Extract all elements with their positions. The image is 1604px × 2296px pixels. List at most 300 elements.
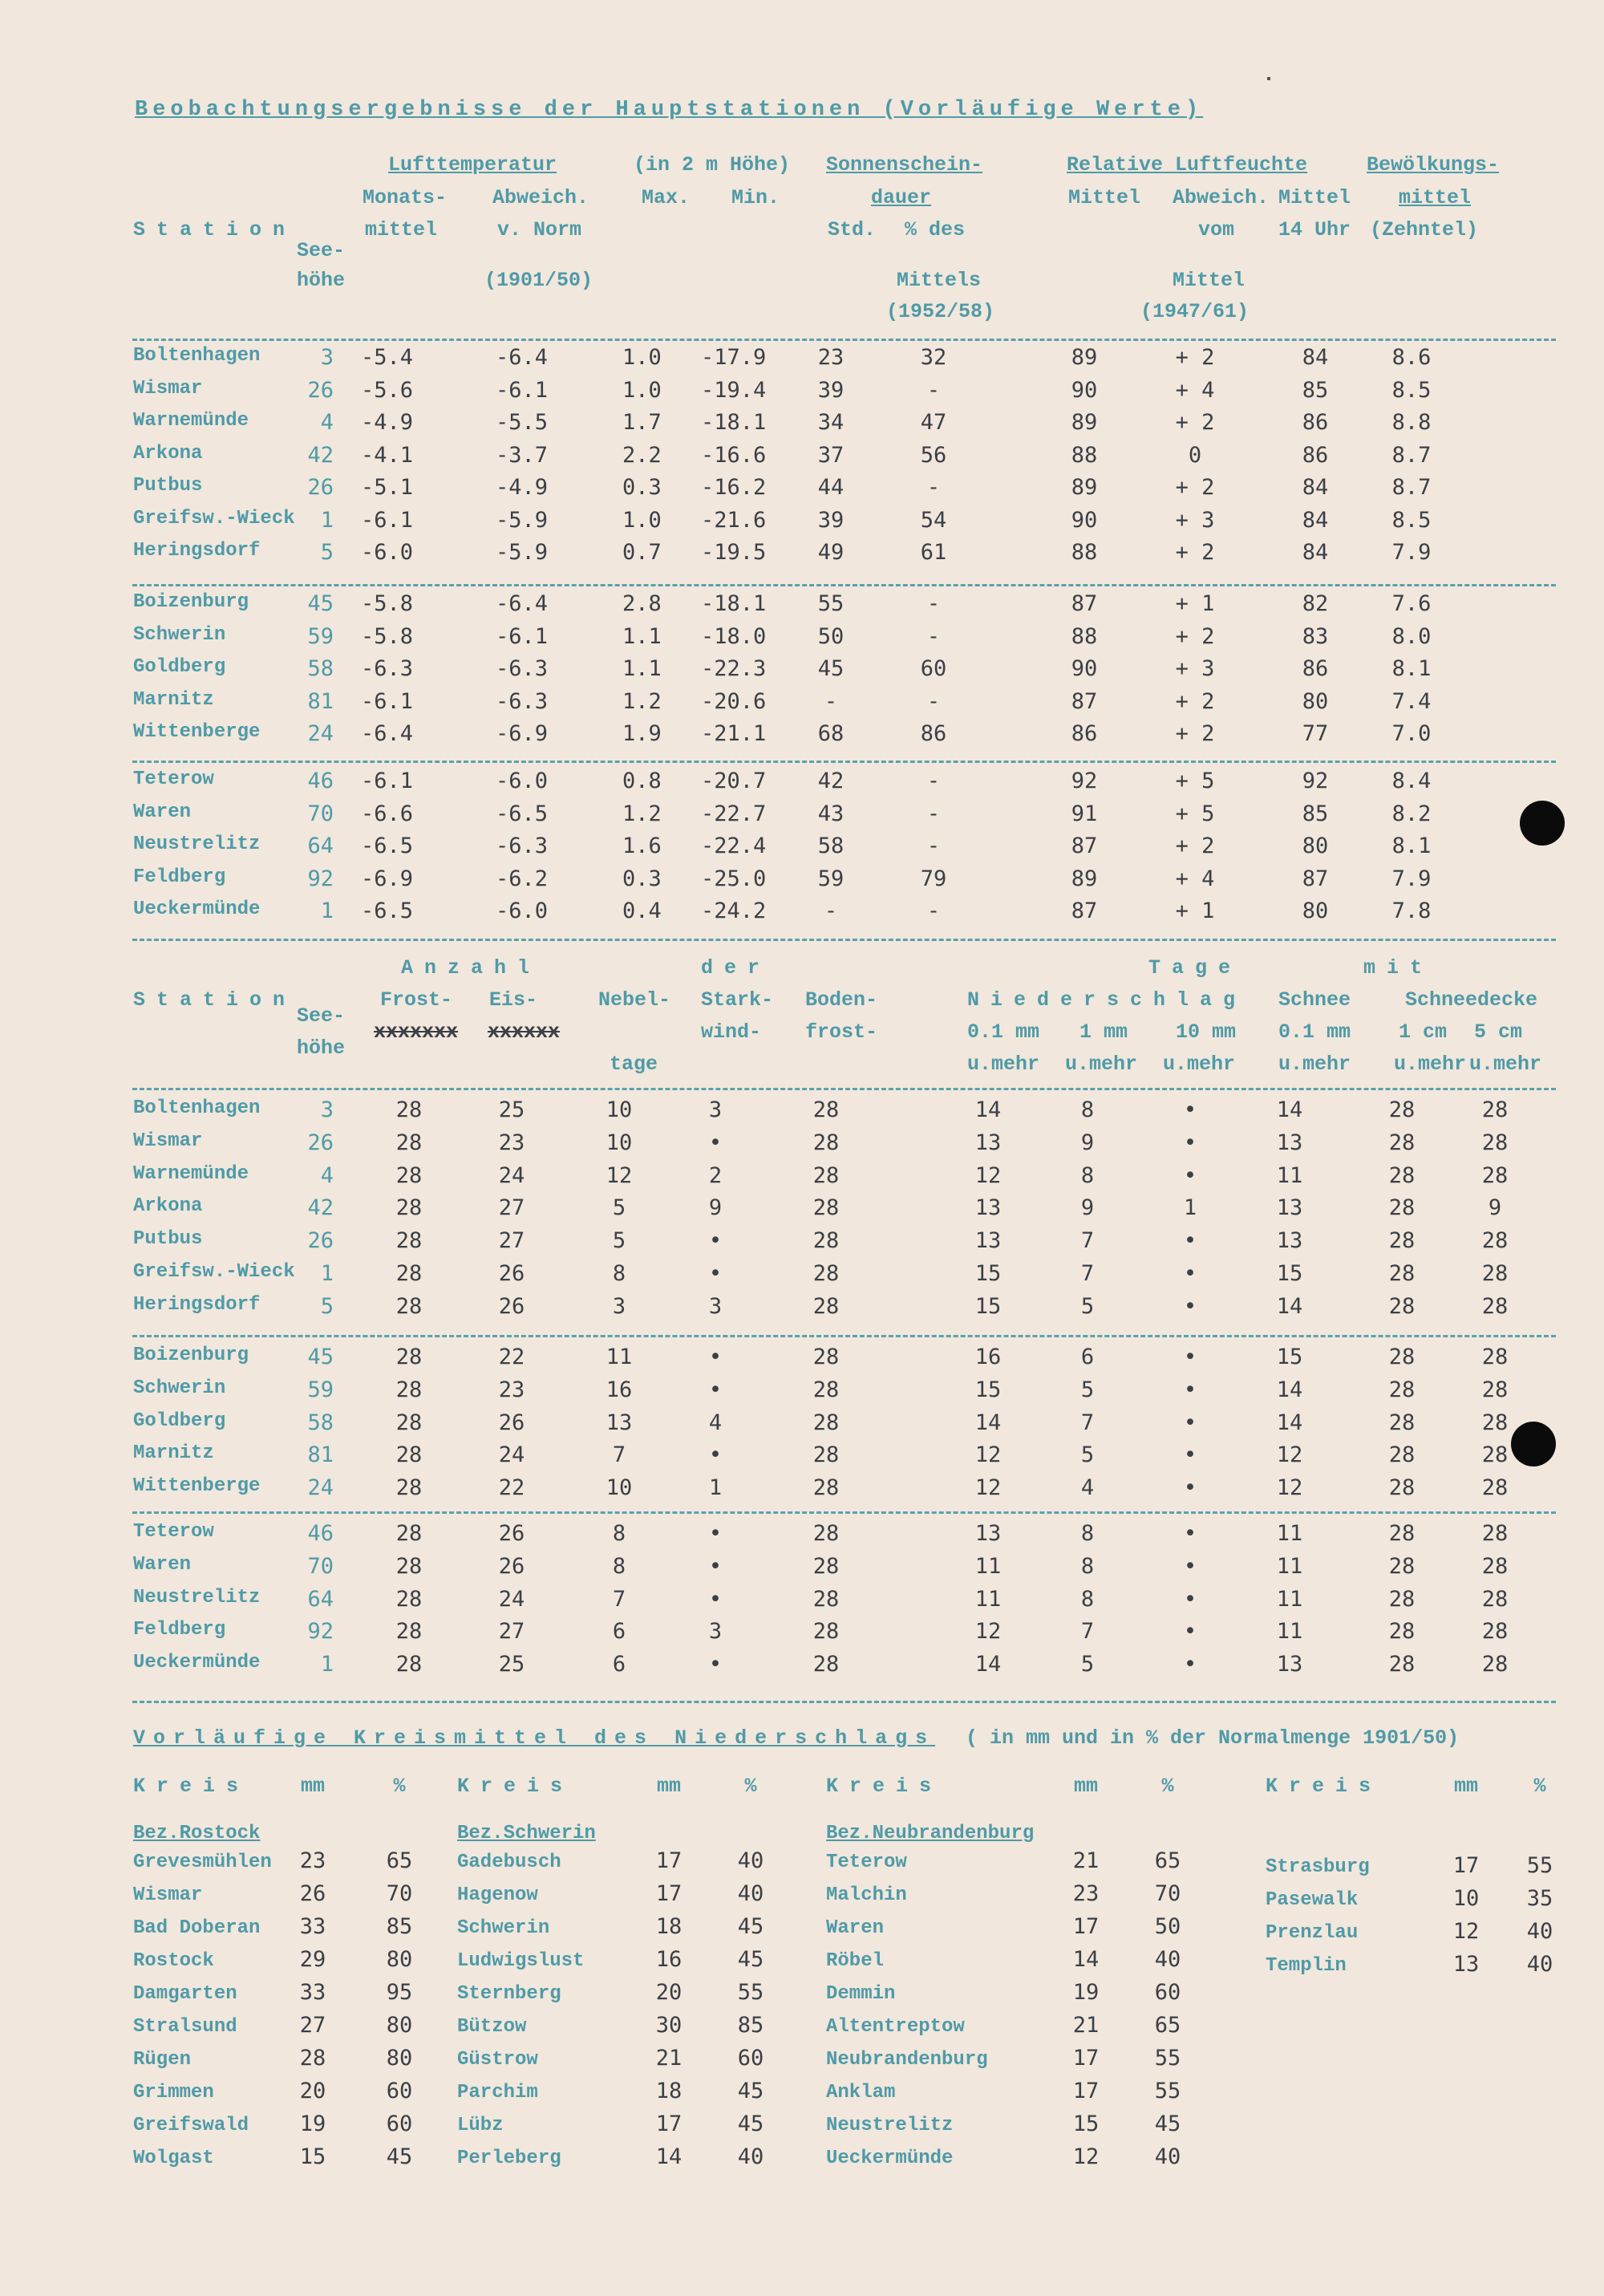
eistage: 25 (498, 1097, 525, 1122)
kreis-mm: 13 (1452, 1952, 1480, 1977)
schneedecke-5cm: 28 (1481, 1261, 1509, 1286)
temp-min: -16.2 (701, 475, 767, 500)
kreis-mm: 18 (655, 1914, 683, 1939)
eistage: 26 (498, 1410, 525, 1435)
frosttage: 28 (395, 1228, 423, 1254)
kreis-name: Hagenow (457, 1884, 538, 1906)
abweich-norm: -6.0 (496, 899, 549, 923)
temp-min: -22.3 (701, 656, 767, 681)
temp-max: 1.2 (622, 801, 662, 826)
frosttage: 28 (395, 1097, 423, 1122)
n-1mm: 7 (1080, 1410, 1095, 1435)
divider (132, 584, 1556, 586)
t2-nebel2-header: tage (610, 1053, 658, 1076)
kreis-mm: 29 (299, 1947, 326, 1972)
rf-abweich: + 5 (1175, 769, 1215, 793)
bodenfrosttage: 28 (812, 1097, 840, 1122)
seehoehe: 42 (307, 442, 334, 468)
t2-frost-struck: xxxxxxx (374, 1020, 459, 1044)
t3-title: Vorläufige Kreismittel des Niederschlags (133, 1726, 936, 1750)
sonne-std: 42 (817, 769, 845, 793)
temp-max: 0.7 (622, 540, 662, 565)
eistage: 25 (498, 1652, 525, 1677)
temp-min: -16.6 (701, 442, 767, 468)
temp-min: -17.9 (701, 345, 767, 370)
frosttage: 28 (395, 1195, 423, 1221)
schnee-01mm: 13 (1276, 1130, 1303, 1155)
sonne-pct: 60 (920, 656, 947, 681)
starkwindtage: • (708, 1586, 723, 1612)
kreis-pct: 85 (737, 2013, 764, 2038)
t2-umehr-5: u.mehr (1394, 1053, 1467, 1076)
sonne-std: 59 (817, 866, 845, 891)
station-name: Boizenburg (133, 591, 249, 613)
schneedecke-5cm: 28 (1481, 1345, 1509, 1369)
kreis-name: Güstrow (457, 2049, 538, 2071)
monatsmittel: -5.4 (361, 345, 414, 370)
kreis-mm: 10 (1452, 1886, 1480, 1911)
schneedecke-5cm: 28 (1481, 1228, 1509, 1254)
kreis-name: Grimmen (133, 2082, 214, 2103)
kreis-pct: 40 (1154, 1947, 1181, 1972)
n-10mm: • (1183, 1261, 1197, 1286)
t1-relf-header: Relative Luftfeuchte (1067, 153, 1308, 176)
temp-max: 1.9 (622, 721, 662, 746)
n-01mm: 12 (974, 1442, 1002, 1468)
sonne-std: 44 (817, 475, 845, 500)
abweich-norm: -6.5 (496, 801, 549, 826)
kreis-mm: 27 (299, 2013, 326, 2038)
kreis-name: Rügen (133, 2049, 192, 2071)
t2-umehr-1: u.mehr (967, 1053, 1040, 1076)
kreis-mm: 12 (1072, 2144, 1100, 2169)
n-01mm: 13 (974, 1195, 1002, 1221)
bewoelkung: 8.4 (1391, 769, 1432, 793)
kreis-pct: 55 (1154, 2079, 1181, 2103)
t1-rf-mittel-header: Mittel (1068, 186, 1141, 209)
kreis-mm: 26 (299, 1881, 326, 1906)
nebeltage: 11 (606, 1345, 633, 1369)
rf-mittel: 89 (1071, 866, 1098, 891)
rf-14uhr: 84 (1302, 540, 1329, 565)
seehoehe: 3 (320, 1097, 334, 1122)
kreis-pct: 40 (737, 2144, 764, 2169)
kreis-name: Pasewalk (1266, 1889, 1359, 1911)
t2-boden-header: Boden- (805, 988, 878, 1012)
n-1mm: 5 (1080, 1293, 1095, 1319)
t1-sonne-period: (1952/58) (886, 300, 995, 323)
station-name: Boizenburg (133, 1345, 249, 1366)
rf-mittel: 92 (1071, 769, 1098, 793)
sonne-pct: - (926, 801, 941, 826)
schneedecke-5cm: 28 (1481, 1619, 1509, 1645)
rf-mittel: 88 (1071, 442, 1098, 468)
bewoelkung: 8.1 (1391, 834, 1432, 858)
kreis-mm: 33 (299, 1980, 326, 2005)
seehoehe: 92 (307, 866, 334, 891)
station-name: Teterow (133, 1521, 214, 1543)
monatsmittel: -6.4 (361, 721, 414, 746)
kreis-name: Bützow (457, 2016, 527, 2038)
n-01mm: 13 (974, 1228, 1002, 1254)
station-name: Boltenhagen (133, 1097, 261, 1119)
kreis-mm: 15 (299, 2144, 326, 2169)
sonne-std: 39 (817, 507, 845, 533)
t1-dauer-header: dauer (871, 186, 932, 209)
temp-max: 0.3 (622, 475, 662, 500)
kreis-pct: 70 (1154, 1881, 1181, 1906)
t2-stark2-header: wind- (701, 1020, 762, 1044)
rf-14uhr: 84 (1302, 345, 1329, 370)
sonne-std: 68 (817, 721, 845, 746)
monatsmittel: -6.1 (361, 507, 414, 533)
sonne-pct: - (926, 769, 941, 793)
t2-n1-header: 1 mm (1079, 1020, 1128, 1044)
station-name: Waren (133, 801, 192, 823)
temp-min: -20.7 (701, 769, 767, 793)
nebeltage: 10 (606, 1130, 633, 1155)
t1-rf-mittel14-header: Mittel (1278, 186, 1351, 209)
bodenfrosttage: 28 (812, 1586, 840, 1612)
kreis-pct: 70 (386, 1881, 413, 1906)
kreis-header: Kreis (457, 1775, 574, 1798)
bodenfrosttage: 28 (812, 1619, 840, 1645)
t2-seehoehe-1: See- (297, 1004, 346, 1028)
kreis-name: Templin (1266, 1955, 1347, 1977)
kreis-mm: 15 (1072, 2111, 1100, 2136)
kreis-name: Greifswald (133, 2115, 249, 2136)
sonne-std: 39 (817, 377, 845, 403)
kreis-name: Malchin (826, 1884, 907, 1906)
t1-std-header: Std. (828, 218, 877, 241)
kreis-pct: 80 (386, 1947, 413, 1972)
temp-max: 1.0 (622, 507, 662, 533)
bodenfrosttage: 28 (812, 1475, 840, 1501)
n-1mm: 5 (1080, 1652, 1095, 1677)
n-10mm: • (1183, 1228, 1197, 1254)
station-name: Warnemünde (133, 1162, 249, 1185)
frosttage: 28 (395, 1586, 423, 1612)
t1-vnorm-header: v. Norm (497, 218, 582, 241)
starkwindtage: • (708, 1345, 723, 1369)
eistage: 22 (498, 1475, 525, 1501)
n-1mm: 5 (1080, 1377, 1095, 1402)
seehoehe: 1 (320, 1261, 334, 1286)
kreis-name: Ueckermünde (826, 2148, 954, 2169)
t2-umehr-2: u.mehr (1065, 1053, 1138, 1076)
abweich-norm: -5.5 (496, 410, 549, 435)
temp-min: -19.4 (701, 377, 767, 403)
seehoehe: 45 (307, 1345, 334, 1369)
n-1mm: 6 (1080, 1345, 1095, 1369)
rf-14uhr: 85 (1302, 801, 1329, 826)
starkwindtage: • (708, 1442, 723, 1468)
sonne-pct: 56 (920, 442, 947, 468)
kreis-mm: 23 (1072, 1881, 1100, 1906)
temp-max: 2.2 (622, 442, 662, 468)
divider (132, 1701, 1556, 1703)
sonne-std: 50 (817, 623, 845, 649)
abweich-norm: -6.4 (496, 591, 549, 616)
frosttage: 28 (395, 1410, 423, 1435)
sonne-pct: - (926, 475, 941, 500)
seehoehe: 46 (307, 769, 334, 793)
bewoelkung: 7.6 (1391, 591, 1432, 616)
schnee-01mm: 15 (1276, 1345, 1303, 1369)
station-name: Arkona (133, 442, 203, 464)
starkwindtage: 3 (708, 1293, 723, 1319)
t2-n01-header: 0.1 mm (967, 1020, 1040, 1044)
station-name: Greifsw.-Wieck (133, 1261, 295, 1283)
eistage: 27 (498, 1619, 525, 1645)
eistage: 23 (498, 1130, 525, 1155)
rf-abweich: + 3 (1175, 507, 1215, 533)
rf-mittel: 87 (1071, 591, 1098, 616)
schneedecke-5cm: 28 (1481, 1521, 1509, 1546)
kreis-mm: 21 (1072, 1848, 1100, 1873)
sonne-pct: - (926, 899, 941, 923)
eistage: 23 (498, 1377, 525, 1402)
starkwindtage: • (708, 1652, 723, 1677)
seehoehe: 58 (307, 1410, 334, 1435)
n-01mm: 12 (974, 1162, 1002, 1188)
kreis-mm: 28 (299, 2046, 326, 2071)
bodenfrosttage: 28 (812, 1228, 840, 1254)
bodenfrosttage: 28 (812, 1377, 840, 1402)
starkwindtage: • (708, 1130, 723, 1155)
kreis-mm: 21 (1072, 2013, 1100, 2038)
station-name: Wismar (133, 1130, 203, 1152)
rf-mittel: 88 (1071, 623, 1098, 649)
station-name: Boltenhagen (133, 345, 261, 367)
bodenfrosttage: 28 (812, 1345, 840, 1369)
seehoehe: 24 (307, 721, 334, 746)
temp-min: -18.1 (701, 410, 767, 435)
sonne-std: 34 (817, 410, 845, 435)
bewoelkung: 8.2 (1391, 801, 1432, 826)
sonne-std: - (824, 899, 838, 923)
monatsmittel: -6.9 (361, 866, 414, 891)
rf-abweich: + 2 (1175, 623, 1215, 649)
t1-seehoehe-2: höhe (297, 269, 346, 292)
kreis-pct: 40 (737, 1881, 764, 1906)
pct-header: % (393, 1775, 406, 1798)
schneedecke-5cm: 28 (1481, 1442, 1509, 1468)
rf-abweich: + 2 (1175, 688, 1215, 714)
n-01mm: 11 (974, 1586, 1002, 1612)
rf-abweich: + 1 (1175, 591, 1215, 616)
seehoehe: 26 (307, 1228, 334, 1254)
station-name: Warnemünde (133, 410, 249, 432)
seehoehe: 58 (307, 656, 334, 681)
rf-14uhr: 84 (1302, 507, 1329, 533)
monatsmittel: -5.6 (361, 377, 414, 403)
n-1mm: 8 (1080, 1521, 1095, 1546)
kreis-mm: 20 (655, 1980, 683, 2005)
n-10mm: • (1183, 1475, 1197, 1501)
schneedecke-5cm: 28 (1481, 1377, 1509, 1402)
schneedecke-1cm: 28 (1388, 1521, 1416, 1546)
starkwindtage: • (708, 1553, 723, 1579)
t2-seehoehe-2: höhe (297, 1036, 346, 1060)
t1-sonne-header: Sonnenschein- (826, 153, 983, 176)
abweich-norm: -3.7 (496, 442, 549, 468)
t2-station-header: Station (133, 988, 297, 1012)
station-name: Schwerin (133, 623, 226, 646)
bewoelkung: 8.8 (1391, 410, 1432, 435)
nebeltage: 8 (612, 1261, 626, 1286)
seehoehe: 64 (307, 834, 334, 858)
nebeltage: 3 (612, 1293, 626, 1319)
kreis-pct: 60 (386, 2111, 413, 2136)
n-10mm: • (1183, 1162, 1197, 1188)
n-10mm: • (1183, 1410, 1197, 1435)
rf-14uhr: 84 (1302, 475, 1329, 500)
rf-mittel: 88 (1071, 540, 1098, 565)
t1-seehoehe-1: See- (297, 239, 346, 262)
station-name: Greifsw.-Wieck (133, 507, 295, 529)
station-name: Feldberg (133, 1619, 226, 1641)
sonne-std: 45 (817, 656, 845, 681)
monatsmittel: -5.1 (361, 475, 414, 500)
schneedecke-1cm: 28 (1388, 1195, 1416, 1221)
bewoelkung: 7.9 (1391, 866, 1432, 891)
frosttage: 28 (395, 1377, 423, 1402)
t2-umehr-4: u.mehr (1278, 1053, 1351, 1076)
seehoehe: 92 (307, 1619, 334, 1645)
schneedecke-1cm: 28 (1388, 1261, 1416, 1286)
kreis-pct: 55 (1154, 2046, 1181, 2071)
temp-max: 1.1 (622, 623, 662, 649)
rf-abweich: + 2 (1175, 540, 1215, 565)
kreis-mm: 17 (655, 1848, 683, 1873)
nebeltage: 7 (612, 1442, 626, 1468)
kreis-pct: 40 (1526, 1952, 1553, 1977)
kreis-mm: 19 (1072, 1980, 1100, 2005)
n-01mm: 12 (974, 1475, 1002, 1501)
seehoehe: 81 (307, 688, 334, 714)
frosttage: 28 (395, 1652, 423, 1677)
rf-mittel: 90 (1071, 656, 1098, 681)
starkwindtage: 9 (708, 1195, 723, 1221)
seehoehe: 70 (307, 1553, 334, 1579)
rf-abweich: 0 (1188, 442, 1202, 468)
kreis-name: Anklam (826, 2082, 896, 2103)
eistage: 26 (498, 1261, 525, 1286)
kreis-pct: 55 (1526, 1853, 1553, 1878)
t2-s01-header: 0.1 mm (1278, 1020, 1351, 1044)
station-name: Teterow (133, 769, 214, 790)
n-1mm: 8 (1080, 1097, 1095, 1122)
starkwindtage: 2 (708, 1162, 723, 1188)
schnee-01mm: 14 (1276, 1293, 1303, 1319)
sonne-std: 37 (817, 442, 845, 468)
rf-14uhr: 80 (1302, 688, 1329, 714)
kreis-name: Rostock (133, 1950, 214, 1972)
bewoelkung: 8.0 (1391, 623, 1432, 649)
kreis-header: Kreis (1266, 1775, 1383, 1798)
sonne-pct: - (926, 834, 941, 858)
monatsmittel: -6.5 (361, 834, 414, 858)
rf-14uhr: 92 (1302, 769, 1329, 793)
station-name: Putbus (133, 475, 203, 497)
temp-min: -18.0 (701, 623, 767, 649)
rf-14uhr: 86 (1302, 656, 1329, 681)
temp-min: -24.2 (701, 899, 767, 923)
monatsmittel: -4.9 (361, 410, 414, 435)
n-01mm: 14 (974, 1652, 1002, 1677)
bodenfrosttage: 28 (812, 1293, 840, 1319)
station-name: Arkona (133, 1195, 203, 1218)
schnee-01mm: 11 (1276, 1619, 1303, 1645)
rf-mittel: 89 (1071, 345, 1098, 370)
sonne-pct: 86 (920, 721, 947, 746)
rf-14uhr: 80 (1302, 834, 1329, 858)
seehoehe: 46 (307, 1521, 334, 1546)
eistage: 26 (498, 1553, 525, 1579)
seehoehe: 26 (307, 475, 334, 500)
kreis-name: Grevesmühlen (133, 1852, 272, 1873)
t1-abweich-header: Abweich. (492, 186, 589, 209)
abweich-norm: -6.1 (496, 623, 549, 649)
n-01mm: 15 (974, 1377, 1002, 1402)
rf-abweich: + 4 (1175, 866, 1215, 891)
kreis-name: Wolgast (133, 2148, 214, 2169)
frosttage: 28 (395, 1261, 423, 1286)
kreis-pct: 85 (386, 1914, 413, 1939)
schneedecke-1cm: 28 (1388, 1377, 1416, 1402)
station-name: Goldberg (133, 656, 226, 678)
kreis-name: Altentreptow (826, 2016, 965, 2038)
bezirk-label: Bez.Neubrandenburg (826, 1823, 1035, 1844)
bewoelkung: 7.0 (1391, 721, 1432, 746)
eistage: 27 (498, 1195, 525, 1221)
station-name: Waren (133, 1553, 192, 1576)
kreis-pct: 40 (737, 1848, 764, 1873)
schnee-01mm: 11 (1276, 1586, 1303, 1612)
n-01mm: 13 (974, 1521, 1002, 1546)
kreis-pct: 65 (1154, 2013, 1181, 2038)
schneedecke-1cm: 28 (1388, 1130, 1416, 1155)
kreis-mm: 17 (1072, 2046, 1100, 2071)
mm-header: mm (300, 1775, 325, 1798)
t2-niederschlag-header: Niederschlag (967, 988, 1247, 1012)
abweich-norm: -6.4 (496, 345, 549, 370)
bodenfrosttage: 28 (812, 1195, 840, 1221)
rf-mittel: 87 (1071, 834, 1098, 858)
bewoelkung: 7.4 (1391, 688, 1432, 714)
schneedecke-1cm: 28 (1388, 1586, 1416, 1612)
temp-min: -21.6 (701, 507, 767, 533)
t1-bew-zehntel-header: (Zehntel) (1370, 218, 1479, 241)
temp-max: 1.1 (622, 656, 662, 681)
bodenfrosttage: 28 (812, 1521, 840, 1546)
kreis-mm: 16 (655, 1947, 683, 1972)
station-name: Neustrelitz (133, 1586, 261, 1608)
seehoehe: 64 (307, 1586, 334, 1612)
bewoelkung: 8.7 (1391, 475, 1432, 500)
eistage: 24 (498, 1162, 525, 1188)
schneedecke-5cm: 28 (1481, 1162, 1509, 1188)
nebeltage: 10 (606, 1097, 633, 1122)
schneedecke-1cm: 28 (1388, 1475, 1416, 1501)
t2-der-header: der (701, 956, 772, 980)
monatsmittel: -5.8 (361, 623, 414, 649)
kreis-name: Perleberg (457, 2148, 561, 2169)
n-10mm: • (1183, 1130, 1197, 1155)
kreis-mm: 14 (655, 2144, 683, 2169)
sonne-pct: - (926, 377, 941, 403)
